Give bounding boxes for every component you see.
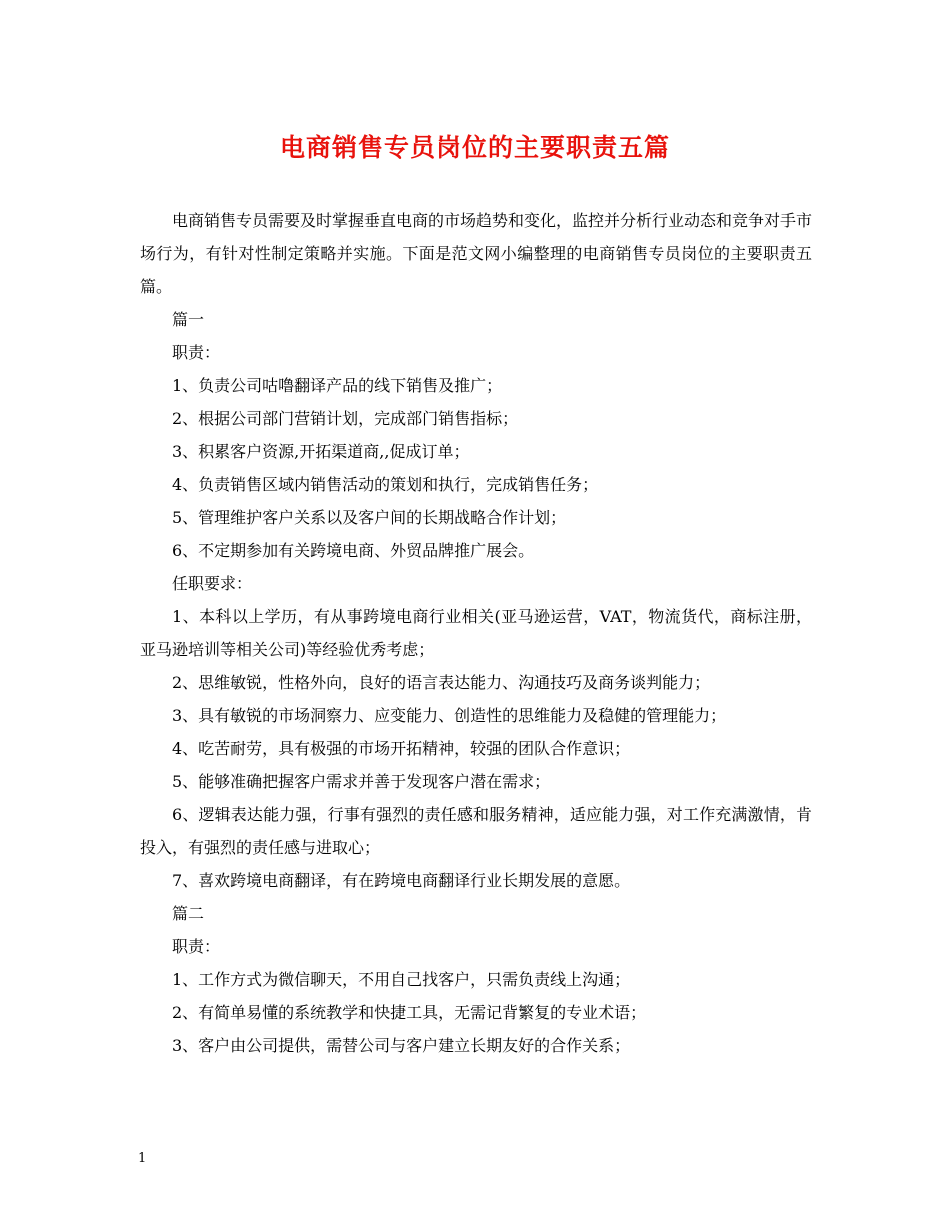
requirement-item: 1、本科以上学历，有从事跨境电商行业相关(亚马逊运营，VAT，物流货代，商标注册，亚马逊培训等相关公司)等经验优秀考虑； [140,607,812,659]
requirement-item: 2、思维敏锐，性格外向，良好的语言表达能力、沟通技巧及商务谈判能力； [172,673,711,692]
requirement-item: 3、具有敏锐的市场洞察力、应变能力、创造性的思维能力及稳健的管理能力； [172,706,727,725]
duty-item: 5、管理维护客户关系以及客户间的长期战略合作计划； [172,508,567,527]
duty-item: 1、负责公司咕噜翻译产品的线下销售及推广； [172,376,503,395]
requirement-item: 7、喜欢跨境电商翻译，有在跨境电商翻译行业长期发展的意愿。 [172,871,631,890]
duty-item: 1、工作方式为微信聊天，不用自己找客户，只需负责线上沟通； [172,970,631,989]
requirements-heading: 任职要求： [172,574,253,593]
document-body [140,204,812,1062]
duty-item: 3、积累客户资源,开拓渠道商,,促成订单； [172,442,470,461]
page-number: 1 [138,1151,147,1166]
requirement-item: 4、吃苦耐劳，具有极强的市场开拓精神，较强的团队合作意识； [172,739,631,758]
requirement-item: 5、能够准确把握客户需求并善于发现客户潜在需求； [172,772,551,791]
duty-item: 2、根据公司部门营销计划，完成部门销售指标； [172,409,519,428]
document-title: 电商销售专员岗位的主要职责五篇 [279,133,670,162]
duty-item: 3、客户由公司提供，需替公司与客户建立长期友好的合作关系； [172,1036,631,1055]
duty-item: 2、有简单易懂的系统教学和快捷工具，无需记背繁复的专业术语； [172,1003,647,1022]
duties-heading: 职责： [172,343,221,362]
duty-item: 6、不定期参加有关跨境电商、外贸品牌推广展会。 [172,541,535,560]
duty-item: 4、负责销售区域内销售活动的策划和执行，完成销售任务； [172,475,599,494]
section-heading-part-two: 篇二 [172,904,205,923]
requirement-item: 6、逻辑表达能力强，行事有强烈的责任感和服务精神，适应能力强，对工作充满激情，肯投入，有强烈的责任感与进取心； [140,805,812,857]
duties-heading: 职责： [172,937,221,956]
intro-paragraph: 电商销售专员需要及时掌握垂直电商的市场趋势和变化，监控并分析行业动态和竞争对手市场行为，有针对性制定策略并实施。下面是范文网小编整理的电商销售专员岗位的主要职责五篇。 [140,211,813,296]
section-heading-part-one: 篇一 [172,310,205,329]
